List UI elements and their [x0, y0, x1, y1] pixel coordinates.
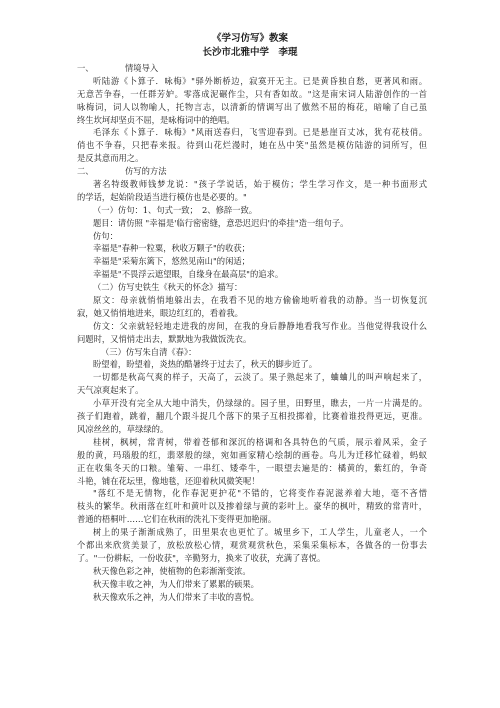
section-heading-text: 仿写的方法 [125, 166, 167, 177]
text-line: 秋天像丰收之神，为人们带来了累累的硕果。 [93, 578, 259, 589]
document-title: 《学习仿写》教案 [211, 33, 288, 44]
section-body [77, 75, 427, 165]
text-line: 天气凉爽起来了。 [77, 385, 144, 396]
text-line: 问题时，又悄悄走出去，默默地为我做饭洗衣。 [77, 333, 252, 344]
text-line: 寂，她又悄悄地进来，眼边红红的，看着我。 [77, 307, 243, 318]
text-line: 秋天像欢乐之神，为人们带来了丰收的喜悦。 [93, 591, 259, 602]
section-heading-text: 情境导入 [125, 63, 159, 73]
author-line: 长沙市北雅中学 李琨 [202, 47, 298, 58]
text-line: （二）仿写史铁生《秋天的怀念》描写： [93, 282, 243, 293]
document-body [77, 62, 427, 603]
text-line: 仿文：父亲就轻轻地走进我的房间，在我的身后静静地看我写作业。当他觉得我设什么 [93, 320, 427, 331]
text-line: 幸福是"春种一粒粟，秋收万颗子"的收获； [93, 243, 250, 254]
text-line: 风凉丝丝的，草绿绿的。 [77, 423, 169, 434]
text-line: 毛泽东《卜算子．咏梅》"风雨送春归，飞雪迎春到。已是悬崖百丈冰，犹有花枝俏。 [93, 127, 427, 138]
text-line: 普通的梧桐叶……它们在秋雨的洗礼下变得更加艳丽。 [77, 514, 277, 525]
text-line: （一）仿句：1、句式一致； 2、修辞一致。 [93, 204, 258, 215]
text-line: 个都出来欣赏美景了，放松放松心情，观赏观赏秋色，采集采集标本，各做各的一份事去 [77, 539, 427, 550]
text-line: 无意苦争春，一任群芳妒。零落成泥碾作尘，只有香如故。"这是南宋词人陆游创作的一首 [77, 88, 427, 99]
text-line: 孩子们跑着，跳着，翻几个跟斗捉几个落下的果子互相投掷着，比赛着谁投得更远，更准。 [77, 411, 427, 422]
text-line: 树上的果子渐渐成熟了，田里果农也更忙了。城里乡下，工人学生，儿童老人，一个 [93, 527, 427, 538]
text-line: "落红不是无情物，化作春泥更护花"不错的，它将变作春泥滋养着大地，毫不吝惜 [93, 488, 427, 499]
section-heading [77, 62, 427, 75]
text-line: 枝头的繁华。秋雨落在红叶和黄叶以及掺着绿与黄的彩叶上。豪华的枫叶，精致的常青叶， [77, 501, 427, 512]
text-line: 斗艳，铺在花坛里，像地毯，还迎着秋风微笑呢！ [77, 475, 260, 486]
text-line: 般的黄，玛瑙般的红，翡翠般的绿，宛如画家精心绘制的画卷。鸟儿为迁移忙碌着，蚂蚁 [77, 449, 427, 460]
text-line: 了。"一份耕耘，一份收获"，辛勤努力，换来了收获，充满了喜悦。 [77, 552, 326, 563]
text-line: 正在收集冬天的口粮。雏菊、一串红、矮牵牛，一眼望去遍是的：橘黄的，紫红的，争奇 [77, 462, 427, 473]
text-line: 著名特级教师钱梦龙说："孩子学说话，始于模仿；学生学习作文，是一种书面形式 [93, 179, 427, 190]
text-line: 的学话，起始阶段适当进行模仿也是必要的。" [77, 191, 247, 202]
text-line: 小草开没有完全从大地中消失，仍绿绿的。园子里，田野里，瞧去，一片一片满是的。 [93, 398, 427, 409]
text-line: 仿句： [93, 230, 118, 241]
section-heading [77, 165, 427, 178]
text-line: （三）仿写朱自清《春》： [101, 346, 197, 357]
text-line: 一切都是秋高气爽的样子，天高了，云淡了。果子熟起来了，蛐蛐儿的叫声响起来了， [93, 372, 427, 383]
text-line: 秋天像色彩之神，使植物的色彩渐渐变浓。 [93, 565, 251, 576]
text-line: 盼望着，盼望着，炎热的酷暑终于过去了，秋天的脚步近了。 [93, 359, 318, 370]
section-body [77, 178, 427, 603]
text-line: 俏也不争春，只把春来报。待到山花烂漫时，她在丛中笑"虽然是模仿陆游的词所写，但 [77, 140, 427, 151]
text-line: 听陆游《卜算子．咏梅》"驿外断桥边，寂寞开无主。已是黄昏独自愁，更著风和雨。 [93, 75, 427, 86]
text-line: 终生坎坷却坚贞不屈，是咏梅词中的绝唱。 [77, 114, 235, 125]
text-line: 幸福是"采菊东篱下，悠然见南山"的闲适； [93, 256, 250, 267]
text-line: 题目：请仿照 "幸福是'临行密密缝，意恐迟迟归'的牵挂"造一组句子。 [93, 217, 349, 228]
text-line: 是反其意而用之。 [77, 153, 144, 164]
section-number: 二、 [77, 166, 94, 177]
text-line: 幸福是"不畏浮云遮望眼，自缘身在最高层"的追求。 [93, 269, 284, 280]
text-line: 原文：母亲就悄悄地躲出去，在我看不见的地方偷偷地听着我的动静。当一切恢复沉 [93, 295, 427, 306]
section-number: 一、 [77, 63, 94, 73]
text-line: 咏梅词，词人以物喻人，托物言志，以清新的情调写出了傲然不屈的梅花，暗喻了自己虽 [77, 101, 427, 112]
text-line: 桂树，枫树，常青树，带着苍郁和深沉的格调和各具特色的气质，展示着风采，金子 [93, 436, 427, 447]
